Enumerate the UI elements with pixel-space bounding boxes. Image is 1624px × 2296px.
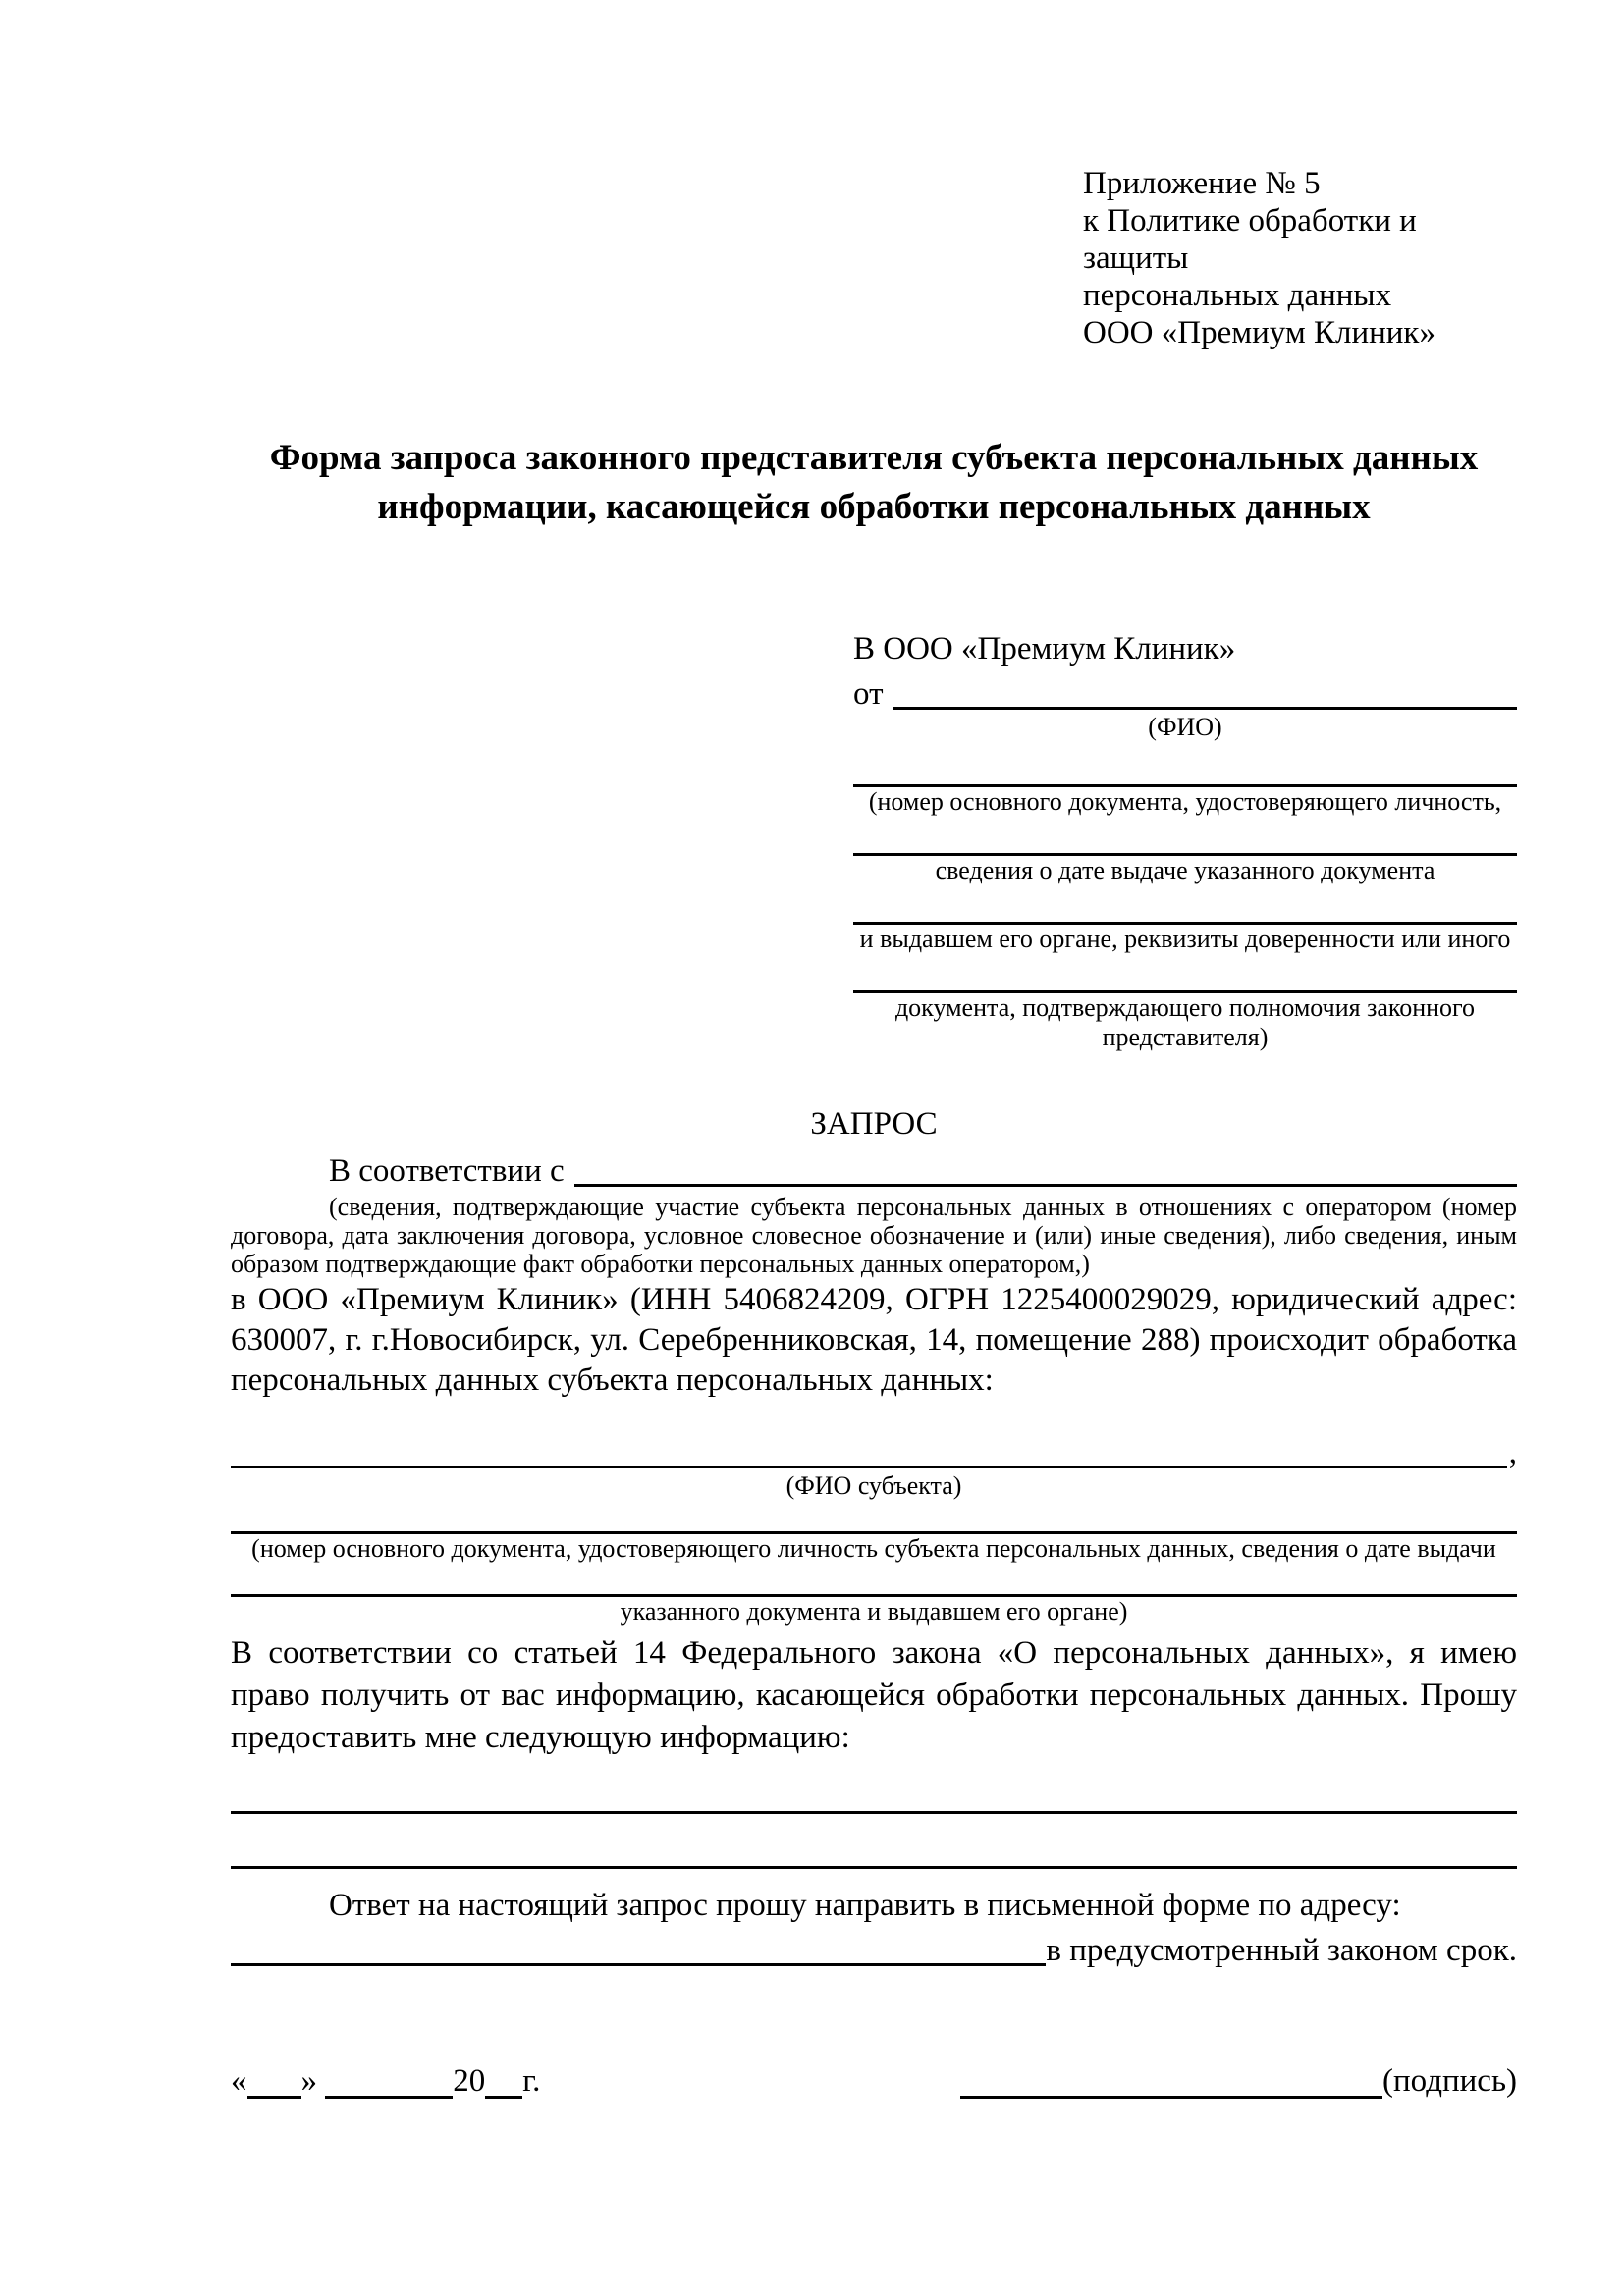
addressee-block xyxy=(853,628,1517,1052)
appendix-header-line: Приложение № 5 xyxy=(1083,166,1321,201)
representative-doc-line-1 xyxy=(853,742,1517,787)
document-title: Форма запроса законного представителя субъекта персональных данных информации, касающейся обработки персональных данных xyxy=(269,438,1479,527)
law-paragraph: В соответствии со статьей 14 Федерального закона «О персональных данных», я имею право получить от вас информацию, касающейся обработки персональных данных. Прошу предоставить мне следующую информацию: xyxy=(231,1635,1517,1755)
request-heading: ЗАПРОС xyxy=(810,1106,938,1142)
representative-doc-caption-3: и выдавшем его органе, реквизиты доверенности или иного xyxy=(859,925,1511,953)
recipient-org: В ООО «Премиум Клиник» xyxy=(853,631,1236,667)
appendix-header-line: ООО «Премиум Клиник» xyxy=(1083,315,1435,350)
signature-field xyxy=(960,2063,1517,2100)
appendix-header-line: персональных данных xyxy=(1083,278,1392,313)
subject-doc-line-1 xyxy=(231,1501,1517,1534)
fio-input-line xyxy=(893,707,1518,710)
year-input-line xyxy=(485,2068,522,2099)
signature-line xyxy=(960,2068,1382,2099)
accordance-note: (сведения, подтверждающие участие субъекта персональных данных в отношениях с оператором (номер договора, дата заключения договора, условное словесное обозначение и (или) иные сведения), либо сведения, иным образом подтверждающие факт обработки персональных данных оператором,) xyxy=(231,1193,1517,1278)
quote-open: « xyxy=(231,2063,247,2099)
representative-doc-caption-2: сведения о дате выдаче указанного документа xyxy=(935,856,1435,884)
accordance-lead: В соответствии с xyxy=(329,1153,565,1189)
representative-doc-caption-1: (номер основного документа, удостоверяющего личность, xyxy=(868,787,1502,816)
signature-caption: (подпись) xyxy=(1382,2063,1517,2099)
fio-caption: (ФИО) xyxy=(1148,713,1222,741)
from-row xyxy=(853,671,1517,713)
info-request-line-1 xyxy=(231,1759,1517,1814)
representative-doc-line-3 xyxy=(853,885,1517,925)
subject-fio-row xyxy=(231,1435,1517,1471)
month-input-line xyxy=(325,2068,453,2099)
subject-doc-caption-2: указанного документа и выдавшем его органе) xyxy=(620,1597,1128,1626)
signature-row xyxy=(231,2063,1517,2100)
appendix-header xyxy=(1083,165,1517,351)
subject-fio-line xyxy=(231,1466,1507,1468)
address-row xyxy=(231,1926,1517,1969)
subject-fio-comma: , xyxy=(1508,1435,1517,1470)
from-label: от xyxy=(853,676,884,712)
year-suffix: г. xyxy=(522,2063,541,2099)
address-input-line xyxy=(231,1963,1046,1966)
subject-doc-line-2 xyxy=(231,1564,1517,1597)
operator-paragraph: в ООО «Премиум Клиник» (ИНН 5406824209, ОГРН 1225400029029, юридический адрес: 630007, г. г.Новосибирск, ул. Серебренниковская, 14, помещение 288) происходит обработка персональных данных субъекта персональных данных: xyxy=(231,1282,1517,1398)
subject-doc-caption-1: (номер основного документа, удостоверяющего личность субъекта персональных данных, сведения о дате выдачи xyxy=(251,1534,1496,1563)
representative-doc-line-4 xyxy=(853,954,1517,993)
accordance-row xyxy=(231,1148,1517,1190)
answer-tail: в предусмотренный законом срок. xyxy=(1046,1933,1517,1968)
accordance-input-line xyxy=(574,1184,1517,1187)
answer-paragraph: Ответ на настоящий запрос прошу направить в письменной форме по адресу: xyxy=(329,1888,1401,1923)
subject-fio-caption: (ФИО субъекта) xyxy=(785,1471,962,1500)
representative-doc-line-2 xyxy=(853,817,1517,856)
day-input-line xyxy=(247,2068,301,2099)
info-request-line-2 xyxy=(231,1814,1517,1869)
year-prefix: 20 xyxy=(453,2063,486,2099)
quote-close: » xyxy=(300,2063,317,2099)
representative-doc-caption-4: документа, подтверждающего полномочия законного представителя) xyxy=(894,993,1476,1051)
date-field xyxy=(231,2063,540,2100)
appendix-header-line: к Политике обработки и защиты xyxy=(1083,203,1417,276)
